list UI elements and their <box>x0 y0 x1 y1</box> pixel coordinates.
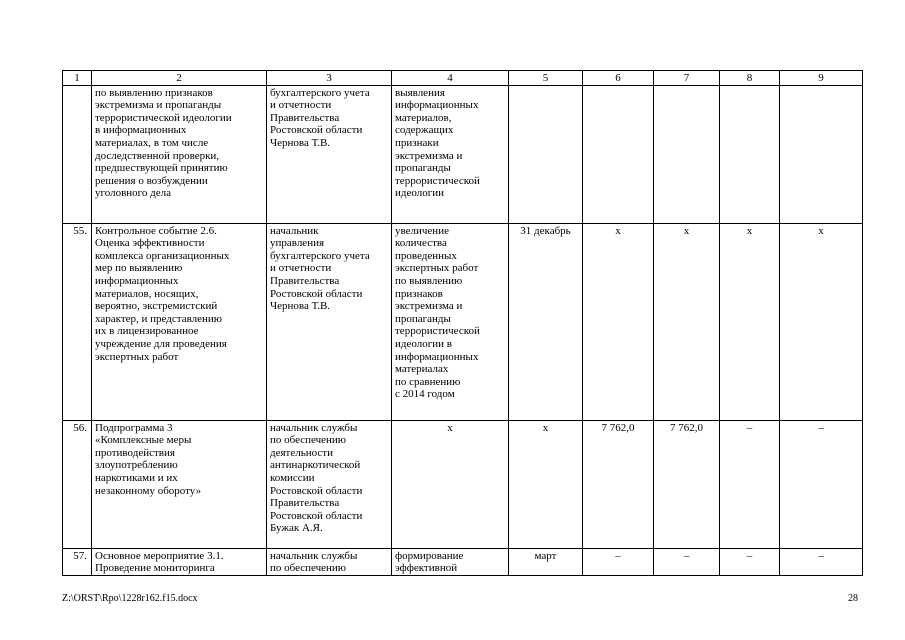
measure-name-cell: Подпрограмма 3 «Комплексные меры противодействия злоупотреблению наркотиками и их незаконному обороту» <box>92 420 267 548</box>
value-cell-9: – <box>780 420 863 548</box>
table-row <box>63 223 863 420</box>
value-cell-7: х <box>654 223 720 420</box>
value-cell-8: – <box>720 420 780 548</box>
header-cell: 4 <box>392 71 509 86</box>
value-cell-7: 7 762,0 <box>654 420 720 548</box>
table-row <box>63 548 863 575</box>
table-header-row <box>63 71 863 86</box>
footer-file-path: Z:\ORST\Rpo\1228r162.f15.docx <box>62 593 198 604</box>
responsible-cell: начальник службы по обеспечению <box>267 548 392 575</box>
row-number-cell: 55. <box>63 223 92 420</box>
value-cell-8: х <box>720 223 780 420</box>
deadline-cell: март <box>509 548 583 575</box>
expected-result-cell: увеличение количества проведенных экспертных работ по выявлению признаков экстремизма и пропаганды террористической идеологии в информационных материалах по сравнению с 2014 годом <box>392 223 509 420</box>
measure-name-cell: Основное мероприятие 3.1. Проведение мониторинга <box>92 548 267 575</box>
header-cell: 8 <box>720 71 780 86</box>
header-cell: 6 <box>583 71 654 86</box>
value-cell-8: – <box>720 548 780 575</box>
value-cell-7 <box>654 85 720 223</box>
expected-result-cell: х <box>392 420 509 548</box>
expected-result-cell: выявления информационных материалов, содержащих признаки экстремизма и пропаганды террористической идеологии <box>392 85 509 223</box>
deadline-cell: 31 декабрь <box>509 223 583 420</box>
responsible-cell: начальник службы по обеспечению деятельности антинаркотической комиссии Ростовской области Правительства Ростовской области Бужак А.Я. <box>267 420 392 548</box>
responsible-cell: бухгалтерского учета и отчетности Правительства Ростовской области Чернова Т.В. <box>267 85 392 223</box>
measure-name-cell: по выявлению признаков экстремизма и пропаганды террористической идеологии в информационных материалах, в том числе доследственной проверки, предшествующей принятию решения о возбуждении уголовного дела <box>92 85 267 223</box>
header-cell: 7 <box>654 71 720 86</box>
table-row <box>63 420 863 548</box>
header-cell: 2 <box>92 71 267 86</box>
value-cell-6 <box>583 85 654 223</box>
value-cell-6: 7 762,0 <box>583 420 654 548</box>
document-table <box>62 70 863 576</box>
header-cell: 1 <box>63 71 92 86</box>
value-cell-9 <box>780 85 863 223</box>
table-row <box>63 85 863 223</box>
header-cell: 9 <box>780 71 863 86</box>
value-cell-9: – <box>780 548 863 575</box>
row-number-cell <box>63 85 92 223</box>
deadline-cell: х <box>509 420 583 548</box>
row-number-cell: 56. <box>63 420 92 548</box>
value-cell-6: – <box>583 548 654 575</box>
value-cell-8 <box>720 85 780 223</box>
value-cell-7: – <box>654 548 720 575</box>
deadline-cell <box>509 85 583 223</box>
expected-result-cell: формирование эффективной <box>392 548 509 575</box>
value-cell-6: х <box>583 223 654 420</box>
responsible-cell: начальник управления бухгалтерского учета и отчетности Правительства Ростовской области Чернова Т.В. <box>267 223 392 420</box>
row-number-cell: 57. <box>63 548 92 575</box>
page-number: 28 <box>848 593 858 604</box>
header-cell: 5 <box>509 71 583 86</box>
value-cell-9: х <box>780 223 863 420</box>
header-cell: 3 <box>267 71 392 86</box>
measure-name-cell: Контрольное событие 2.6. Оценка эффективности комплекса организационных мер по выявлению информационных материалов, носящих, вероятно, экстремистский характер, и представлению их в лицензированное учреждение для проведения экспертных работ <box>92 223 267 420</box>
